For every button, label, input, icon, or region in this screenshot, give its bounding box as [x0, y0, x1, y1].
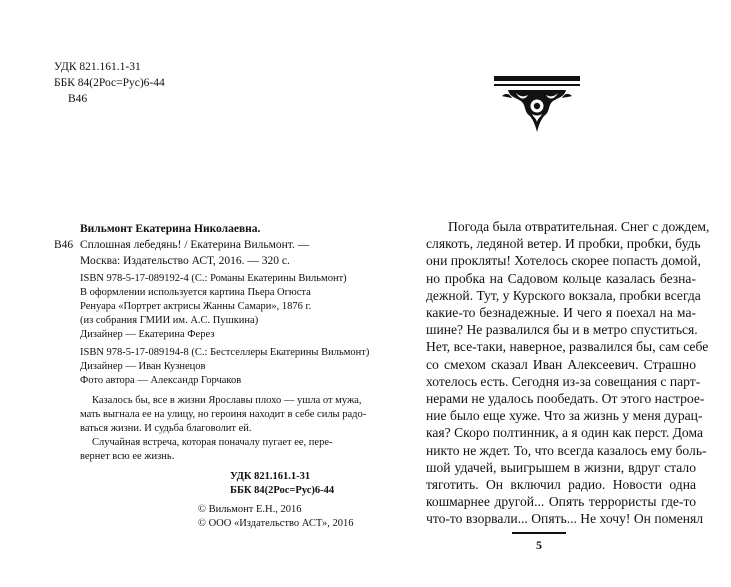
page-number: 5 [536, 538, 542, 552]
photo-credit: Фото автора — Александр Горчаков [80, 375, 242, 386]
annotation-line-2: мать выгнала ее на улицу, но героиня находит в себе силы радо- [80, 409, 367, 420]
annotation-line-4: Случайная встреча, которая поначалу пугает ее, пере- [92, 437, 333, 448]
citation-line-1: Сплошная лебедянь! / Екатерина Вильмонт. — [80, 239, 310, 251]
copyright-publisher: © ООО «Издательство АСТ», 2016 [198, 518, 354, 529]
text-line-1: Погода была отвратительная. Снег с дождем, [448, 219, 710, 234]
text-line-14: никто не ждет. То, что всегда казалось ему боль- [426, 442, 707, 458]
isbn-1: ISBN 978-5-17-089192-4 (С.: Романы Екатерины Вильмонт) [80, 273, 347, 284]
udk-code: УДК 821.161.1-31 [54, 61, 141, 73]
text-line-3: они прокляты! Хотелось скорее попасть домой, [426, 253, 701, 269]
text-line-11: нерами не удалось пообедать. От этого настрое- [426, 391, 705, 406]
designer-credit: Дизайнер — Иван Кузнецов [80, 361, 206, 372]
cover-designer: Дизайнер — Екатерина Ферез [80, 329, 215, 340]
cover-note-3: (из собрания ГМИИ им. А.С. Пушкина) [80, 315, 259, 326]
annotation-line-3: ваться жизни. И судьба благоволит ей. [80, 423, 252, 434]
text-line-8: Нет, все-таки, наверное, развалился бы, сам себе [426, 339, 709, 355]
author-heading: Вильмонт Екатерина Николаевна. [80, 223, 261, 235]
annotation-line-5: вернет всю ее жизнь. [80, 451, 175, 462]
page-number-rule [512, 532, 566, 534]
bbk-repeat: ББК 84(2Рос=Рус)6-44 [230, 485, 335, 496]
citation-line-2: Москва: Издательство АСТ, 2016. — 320 с. [80, 255, 290, 267]
annotation-line-1: Казалось бы, все в жизни Ярославы плохо — ушла от мужа, [92, 395, 362, 406]
side-code: В46 [54, 239, 74, 251]
author-mark: В46 [68, 93, 88, 105]
text-line-7: шине? Не развалился бы и в метро спуститься. [426, 322, 698, 338]
text-line-12: ние было еще хуже. Что за жизнь у меня дурац- [426, 408, 703, 424]
chapter-ornament-icon [494, 76, 580, 134]
text-line-13: кая? Скоро полтинник, а я один как перст. Дома [426, 425, 703, 441]
bbk-code: ББК 84(2Рос=Рус)6-44 [54, 77, 165, 89]
text-line-16: тяготить. Он включил радио. Новости одна [426, 477, 696, 492]
cover-note-1: В оформлении используется картина Пьера Огюста [80, 287, 311, 298]
cover-note-2: Ренуара «Портрет актрисы Жанны Самари», 1876 г. [80, 301, 312, 312]
text-line-15: шой удачей, выигрышем в жизни, вдруг стало [426, 459, 696, 475]
text-line-4: но пробка на Садовом кольце казалась безна- [426, 270, 696, 286]
text-line-2: слякоть, ледяной ветер. И пробки, пробки, будь [426, 236, 701, 252]
text-line-18: что-то взорвали... Опять... Не хочу! Он поменял [426, 511, 704, 527]
text-line-6: какие-то безнадежные. И чего я поехал на ма- [426, 305, 696, 320]
text-line-17: кошмарнее другой... Опять террористы где-то [426, 494, 696, 510]
isbn-2: ISBN 978-5-17-089194-8 (С.: Бестселлеры Екатерины Вильмонт) [80, 347, 370, 358]
udk-repeat: УДК 821.161.1-31 [230, 471, 311, 482]
text-line-9: со смехом сказал Иван Алексеевич. Страшно [426, 356, 696, 372]
text-line-10: хотелось есть. Сегодня из-за совещания с парт- [426, 373, 701, 389]
copyright-author: © Вильмонт Е.Н., 2016 [198, 504, 302, 515]
text-line-5: дежной. Тут, у Курского вокзала, пробки всегда [426, 287, 701, 303]
